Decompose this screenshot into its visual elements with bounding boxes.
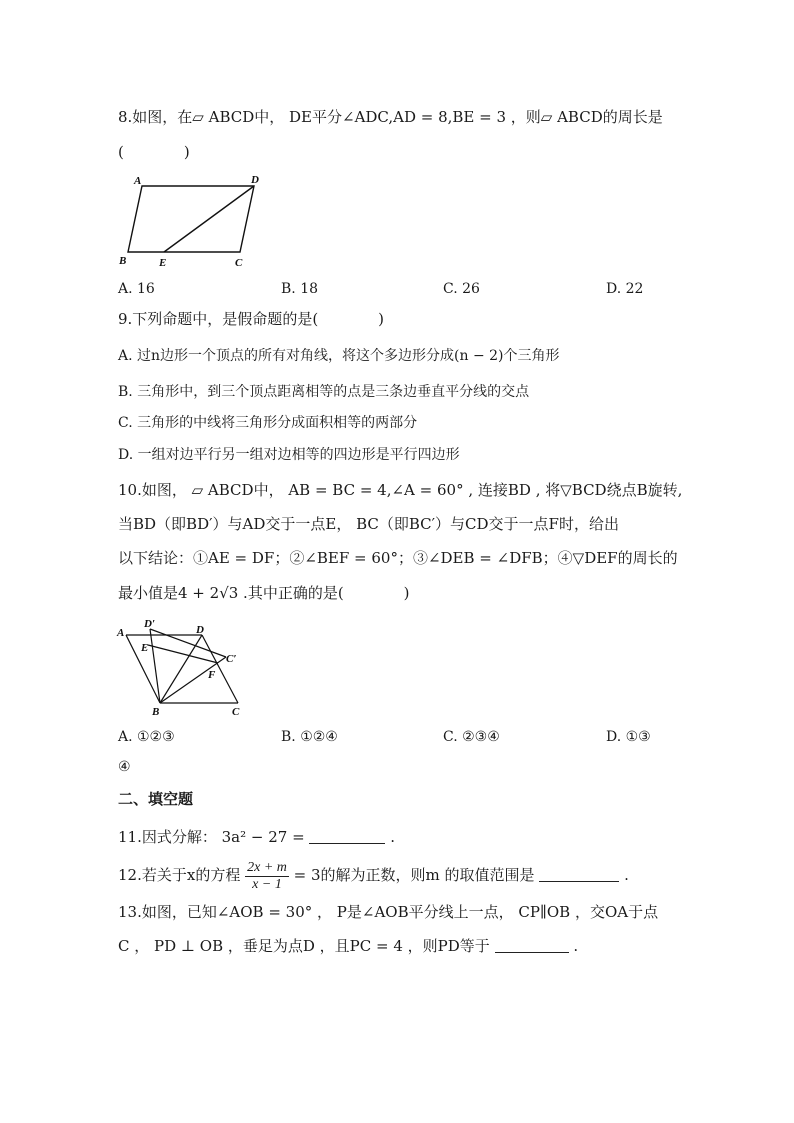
q8-option-b[interactable]: B. 18: [281, 281, 319, 297]
label-c-prime: C′: [226, 653, 237, 665]
label-a: A: [134, 175, 142, 187]
q11-end: .: [390, 828, 395, 846]
q13-line2: [118, 935, 578, 957]
label-e: E: [159, 257, 167, 269]
q12-fraction: [245, 860, 289, 893]
q8-stem-line1: 8.如图，在▱ ABCD中， DE平分∠ADC,AD = 8,BE = 3 ，则▱ ABCD的周长是: [118, 108, 663, 126]
label-b: B: [152, 706, 160, 718]
q9-option-b[interactable]: B. 三角形中，到三个顶点距离相等的点是三条边垂直平分线的交点: [118, 384, 530, 400]
q12-numerator: 2x + m: [247, 859, 287, 875]
q12-pre: 12.若关于x的方程: [118, 866, 241, 884]
q9-option-a[interactable]: A. 过n边形一个顶点的所有对角线，将这个多边形分成(n − 2)个三角形: [118, 348, 560, 364]
q8-option-c[interactable]: C. 26: [443, 281, 480, 297]
q12-answer-blank[interactable]: [539, 865, 619, 882]
q13-stem-line1: 13.如图，已知∠AOB = 30° ， P是∠AOB平分线上一点， CP∥OB ，交OA于点: [118, 903, 659, 921]
q13-stem-line2: C ， PD ⊥ OB ，垂足为点D ，且PC = 4 ，则PD等于: [118, 937, 490, 955]
label-e: E: [141, 642, 149, 654]
q9-stem: 9.下列命题中，是假命题的是( ): [118, 310, 385, 328]
q10-option-d[interactable]: D. ①③: [606, 729, 651, 745]
label-c: C: [232, 706, 240, 718]
q10-option-d-continued: ④: [118, 759, 131, 775]
label-b: B: [119, 255, 127, 267]
q10-option-a[interactable]: A. ①②③: [118, 729, 175, 745]
q8-option-a[interactable]: A. 16: [118, 281, 155, 297]
label-d: D: [251, 174, 259, 186]
label-d: D: [196, 624, 204, 636]
q10-option-c[interactable]: C. ②③④: [443, 729, 500, 745]
parallelogram-abcd: [128, 186, 254, 252]
q10-option-b[interactable]: B. ①②④: [281, 729, 338, 745]
q10-stem-line4: 最小值是4 + 2√3 .其中正确的是( ): [118, 584, 410, 602]
q12-denominator: x − 1: [252, 876, 282, 892]
segment-d-prime-c-prime: [150, 629, 226, 657]
q10-stem-line3: 以下结论：①AE = DF；②∠BEF = 60°；③∠DEB = ∠DFB；④▽DEF的周长的: [118, 549, 678, 567]
q10-rotation-figure: [114, 615, 254, 719]
label-c: C: [235, 257, 243, 269]
q11-text: 11.因式分解： 3a² − 27 =: [118, 828, 305, 846]
section-title-fill-in: 二、填空题: [118, 790, 194, 808]
segment-de: [164, 186, 254, 252]
q9-option-c[interactable]: C. 三角形的中线将三角形分成面积相等的两部分: [118, 415, 418, 431]
q12-post: = 3的解为正数，则m 的取值范围是: [293, 866, 535, 884]
q10-stem-line2: 当BD（即BD′）与AD交于一点E， BC（即BC′）与CD交于一点F时，给出: [118, 515, 619, 533]
q8-option-d[interactable]: D. 22: [606, 281, 644, 297]
segment-ef: [148, 645, 218, 663]
q11-line: [118, 826, 395, 848]
q11-answer-blank[interactable]: [309, 827, 385, 844]
label-d-prime: D′: [144, 618, 156, 630]
q12-end: .: [624, 866, 629, 884]
q12-line: [118, 857, 629, 893]
label-a: A: [117, 627, 125, 639]
segment-bc-prime: [160, 657, 226, 703]
q8-stem-line2: ( ): [118, 143, 190, 161]
q13-end: .: [573, 937, 579, 955]
q8-parallelogram-figure: [112, 168, 272, 270]
label-f: F: [208, 669, 216, 681]
q10-stem-line1: 10.如图， ▱ ABCD中， AB = BC = 4,∠A = 60° , 连接BD , 将▽BCD绕点B旋转,: [118, 481, 683, 499]
q13-answer-blank[interactable]: [495, 936, 569, 953]
q9-option-d[interactable]: D. 一组对边平行另一组对边相等的四边形是平行四边形: [118, 447, 460, 463]
